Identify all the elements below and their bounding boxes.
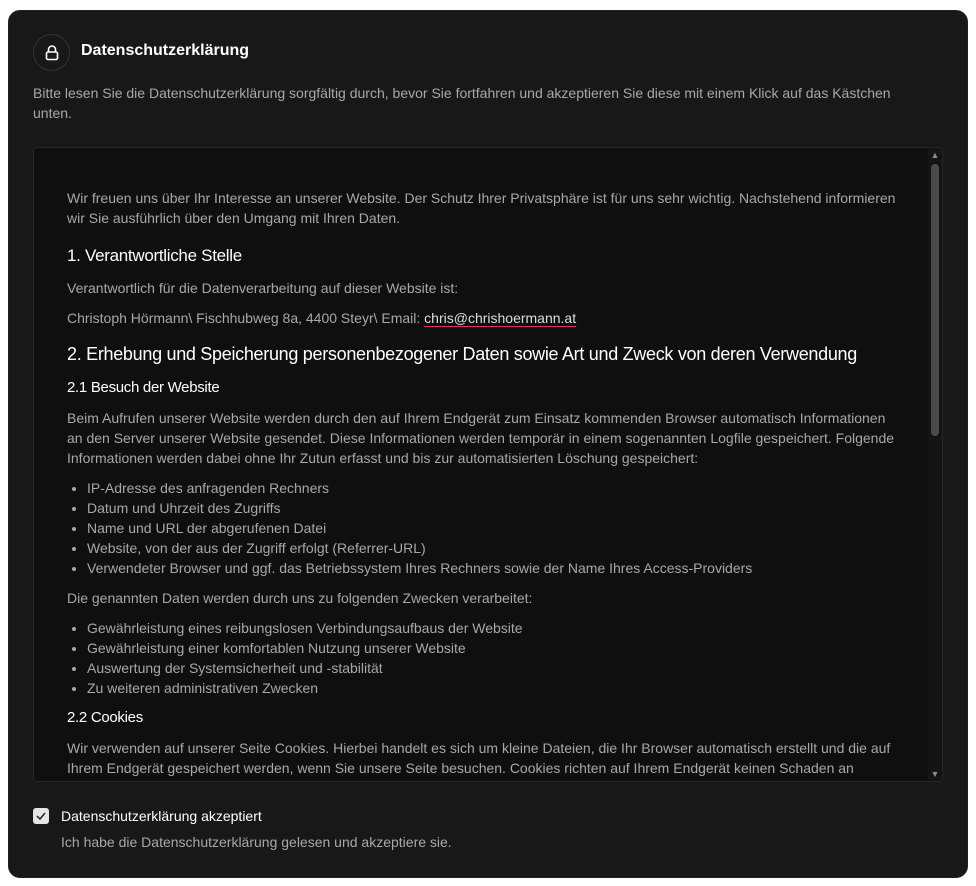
list-item: • Zu weiteren administrativen Zwecken (87, 678, 902, 698)
dialog-title: Datenschutzerklärung (81, 42, 250, 59)
accept-checkbox[interactable] (33, 808, 49, 824)
scroll-down-icon[interactable]: ▼ (930, 769, 940, 779)
list (87, 618, 902, 698)
address-text: Christoph Hörmann\ Fischhubweg 8a, 4400 Steyr\ Email: (67, 310, 425, 326)
checkmark-icon (36, 812, 46, 820)
subsection-heading: 2.1 Besuch der Website (67, 379, 220, 396)
list (87, 478, 902, 578)
section-heading: 1. Verantwortliche Stelle (67, 246, 242, 265)
privacy-policy-scroll-area[interactable] (33, 147, 943, 782)
paragraph: Die genannten Daten werden durch uns zu folgenden Zwecken verarbeitet: (67, 590, 533, 606)
list-item: • Website, von der aus der Zugriff erfolgt (Referrer-URL) (87, 538, 902, 558)
subsection-heading: 2.2 Cookies (67, 709, 143, 726)
paragraph: Verantwortlich für die Datenverarbeitung auf dieser Website ist: (67, 280, 459, 296)
list-item: • Verwendeter Browser und ggf. das Betriebssystem Ihres Rechners sowie der Name Ihres Access-Providers (87, 558, 902, 578)
scrollbar[interactable] (928, 148, 942, 781)
list-item: • Gewährleistung einer komfortablen Nutzung unserer Website (87, 638, 902, 658)
list-item: • Name und URL der abgerufenen Datei (87, 518, 902, 538)
paragraph: Beim Aufrufen unserer Website werden durch den auf Ihrem Endgerät zum Einsatz kommenden Browser automatisch Informationen an den Server unserer Website gesendet. Diese Informationen werden temporär in einem sogenannten Logfile gespeichert. Folgende Informationen werden dabei ohne Ihr Zutun erfasst und bis zur automatisierten Löschung gespeichert: (67, 410, 895, 466)
dialog-description: Bitte lesen Sie die Datenschutzerklärung sorgfältig durch, bevor Sie fortfahren und akzeptieren Sie diese mit einem Klick auf das Kästchen unten. (33, 85, 891, 121)
list-item: • Gewährleistung eines reibungslosen Verbindungsaufbaus der Website (87, 618, 902, 638)
list-item: • IP-Adresse des anfragenden Rechners (87, 478, 902, 498)
paragraph (67, 308, 902, 328)
scroll-up-icon[interactable]: ▲ (930, 150, 940, 160)
privacy-dialog (8, 10, 968, 878)
intro-paragraph: Wir freuen uns über Ihr Interesse an unserer Website. Der Schutz Ihrer Privatsphäre ist für uns sehr wichtig. Nachstehend informieren wir Sie ausführlich über den Umgang mit Ihren Daten. (67, 190, 896, 226)
email-link[interactable]: chris@chrishoermann.at (424, 310, 577, 326)
accept-checkbox-description: Ich habe die Datenschutzerklärung gelesen und akzeptiere sie. (61, 834, 452, 850)
accept-checkbox-label[interactable]: Datenschutzerklärung akzeptiert (61, 808, 262, 824)
list-item: • Datum und Uhrzeit des Zugriffs (87, 498, 902, 518)
lock-icon (33, 34, 70, 71)
list-item: • Auswertung der Systemsicherheit und -stabilität (87, 658, 902, 678)
scrollbar-thumb[interactable] (931, 164, 939, 436)
paragraph: Wir verwenden auf unserer Seite Cookies. Hierbei handelt es sich um kleine Dateien, die Ihr Browser automatisch erstellt und die auf Ihrem Endgerät gespeichert werden, wenn Sie unsere Seite besuchen. Cookies richten auf Ihrem Endgerät keinen Schaden an (67, 740, 891, 776)
section-heading: 2. Erhebung und Speicherung personenbezogener Daten sowie Art und Zweck von deren Verwendung (67, 344, 857, 364)
